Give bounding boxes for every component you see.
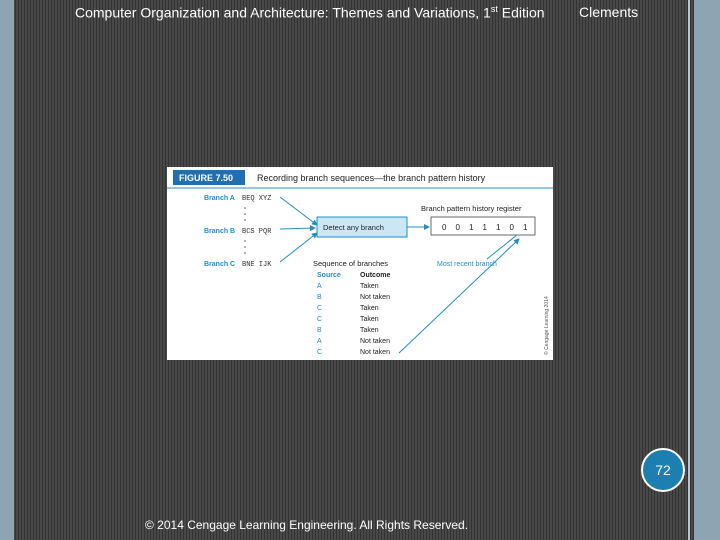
register-bit: 0	[509, 223, 514, 232]
right-decorative-band	[694, 0, 720, 540]
arrow-branch-a	[280, 197, 317, 225]
sequence-title: Sequence of branches	[313, 259, 389, 268]
branch-label: Branch B	[204, 228, 236, 235]
sequence-outcome: Taken	[360, 305, 379, 312]
figure-7-50	[167, 167, 553, 360]
left-decorative-band	[0, 0, 14, 540]
header-title-end: Edition	[497, 4, 545, 21]
sequence-source: C	[317, 316, 323, 323]
branch-label: Branch A	[204, 195, 235, 202]
sequence-source: A	[317, 283, 322, 290]
branch-code: BEQ XYZ	[242, 195, 272, 203]
register-bit: 1	[469, 223, 474, 232]
page-number-badge: 72	[641, 448, 685, 492]
sequence-source: B	[317, 294, 322, 301]
register-bit: 0	[455, 223, 460, 232]
header-title-main: Computer Organization and Architecture: Themes and Variations, 1	[75, 4, 491, 21]
sequence-rows	[317, 283, 390, 356]
column-header-outcome: Outcome	[360, 272, 391, 279]
most-recent-label: Most recent branch	[437, 261, 497, 268]
arrow-outcome-to-register	[399, 239, 519, 353]
sequence-outcome: Not taken	[360, 338, 390, 345]
slide-header-title	[75, 4, 545, 21]
sequence-outcome: Not taken	[360, 294, 390, 301]
register-bit: 1	[523, 223, 528, 232]
register-bit: 1	[482, 223, 487, 232]
header-title-superscript: st	[490, 4, 498, 14]
branch-code: BCS PQR	[242, 228, 272, 236]
register-title: Branch pattern history register	[421, 204, 522, 213]
branch-label: Branch C	[204, 261, 236, 268]
sequence-source: A	[317, 338, 322, 345]
sequence-source: C	[317, 305, 323, 312]
sequence-source: B	[317, 327, 322, 334]
sequence-outcome: Taken	[360, 327, 379, 334]
register-bit: 0	[442, 223, 447, 232]
figure-caption: Recording branch sequences—the branch pattern history	[257, 173, 486, 183]
slide-header-author: Clements	[579, 4, 639, 20]
right-decorative-line	[688, 0, 690, 540]
sequence-source: C	[317, 349, 323, 356]
register-bit: 1	[496, 223, 501, 232]
detect-branch-label: Detect any branch	[323, 223, 384, 232]
sequence-outcome: Taken	[360, 316, 379, 323]
slide-footer-copyright: © 2014 Cengage Learning Engineering. All Rights Reserved.	[145, 518, 469, 532]
figure-label: FIGURE 7.50	[179, 173, 234, 183]
sequence-outcome: Not taken	[360, 349, 390, 356]
column-header-source: Source	[317, 272, 341, 279]
arrow-branch-b	[280, 228, 315, 229]
sequence-outcome: Taken	[360, 283, 379, 290]
figure-copyright-vertical: © Cengage Learning 2014	[544, 296, 550, 355]
branch-code: BNE IJK	[242, 261, 272, 269]
figure-diagram	[167, 167, 553, 360]
arrow-branch-c	[280, 233, 317, 262]
